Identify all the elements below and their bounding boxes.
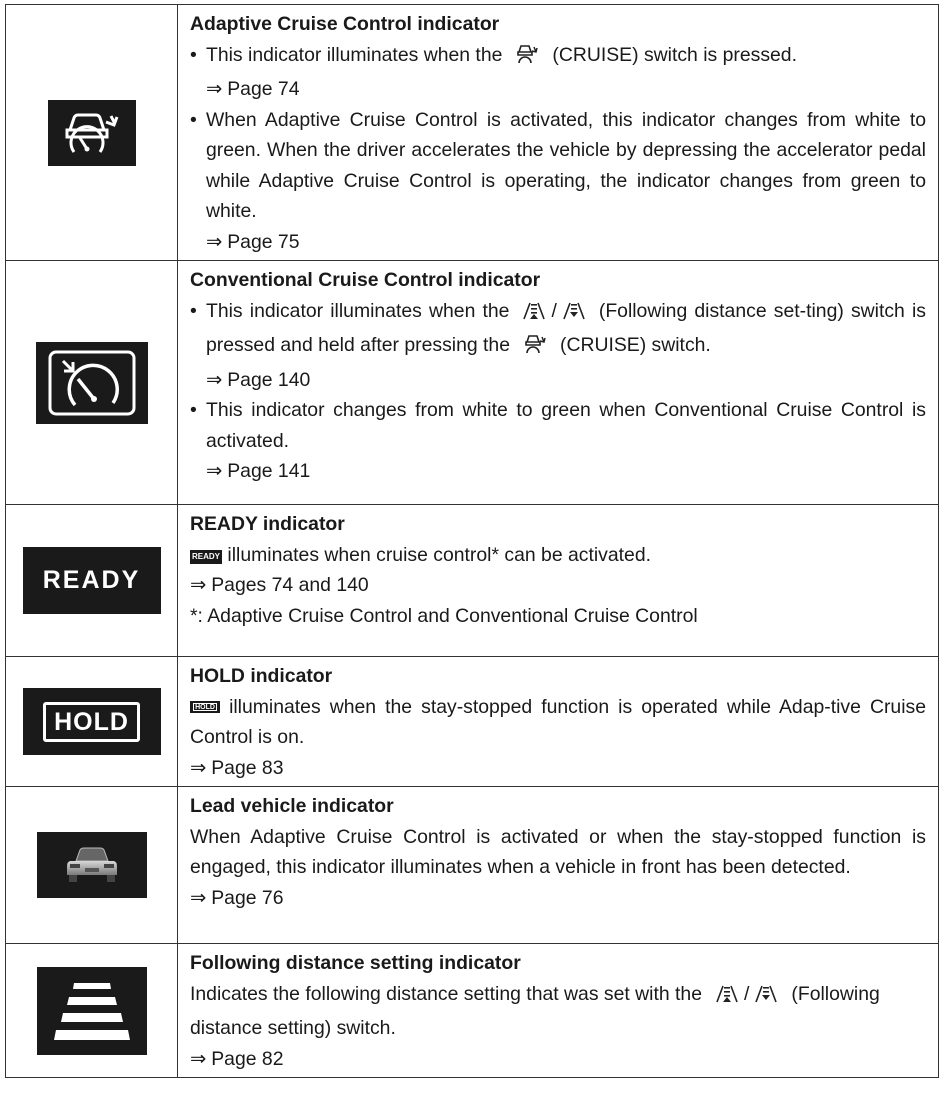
cruise-switch-icon	[516, 43, 538, 75]
arrow-icon: ⇒	[206, 78, 223, 100]
page-ref	[190, 227, 926, 258]
page-number: Page 83	[211, 756, 284, 779]
description-cell	[178, 505, 939, 657]
text: illuminates when cruise control* can be activated.	[227, 543, 651, 566]
hold-text: HOLD	[43, 702, 140, 742]
row-adaptive-cruise	[6, 5, 939, 261]
description-cell	[178, 261, 939, 505]
text: When Adaptive Cruise Control is activated or when the stay-stopped function is engaged, this indicator illuminates when a vehicle in front has been detected.	[190, 825, 926, 878]
page-ref	[190, 753, 926, 784]
hold-inline-icon	[190, 701, 220, 713]
title: HOLD indicator	[190, 665, 333, 687]
row-hold	[6, 657, 939, 787]
lead-vehicle-icon	[37, 832, 147, 898]
text	[190, 979, 926, 1044]
arrow-icon: ⇒	[206, 460, 223, 482]
hold-icon	[23, 688, 161, 755]
description-cell	[178, 944, 939, 1078]
title: Lead vehicle indicator	[190, 795, 394, 817]
icon-cell	[6, 657, 178, 787]
page-number: Page 74	[227, 78, 300, 100]
description-cell	[178, 787, 939, 944]
text	[190, 692, 926, 753]
bullet: • This indicator changes from white to green when Conventional Cruise Control is activated.	[190, 395, 926, 456]
icon-cell	[6, 944, 178, 1078]
row-lead-vehicle	[6, 787, 939, 944]
arrow-icon: ⇒	[190, 1047, 207, 1070]
arrow-icon: ⇒	[190, 574, 207, 596]
arrow-icon: ⇒	[190, 886, 207, 909]
bullet: • When Adaptive Cruise Control is activated, this indicator changes from white to green. When the driver accelerates the vehicle by depressing the accelerator pedal while Adaptive Cruise Control is operating, the indicator changes from green to white.	[190, 105, 926, 227]
footnote: *: Adaptive Cruise Control and Conventional Cruise Control	[190, 604, 698, 627]
page-ref	[190, 883, 926, 914]
icon-cell	[6, 261, 178, 505]
description-cell	[178, 657, 939, 787]
arrow-icon: ⇒	[206, 230, 223, 253]
distance-increase-icon	[523, 300, 545, 331]
page-ref	[190, 74, 926, 105]
bullet	[190, 296, 926, 365]
cruise-switch-icon	[524, 333, 546, 365]
page-ref	[190, 456, 926, 487]
text: (Following distance setting) switch.	[190, 982, 880, 1039]
distance-increase-icon	[716, 983, 738, 1014]
page-number: Page 140	[227, 368, 311, 391]
adaptive-cruise-icon	[48, 100, 136, 166]
row-ready	[6, 505, 939, 657]
separator: /	[744, 982, 750, 1005]
page-number: Page 82	[211, 1047, 284, 1070]
speedometer-icon	[36, 342, 148, 424]
text: (Following distance set-ting) switch is pressed and held after pressing the	[206, 299, 926, 356]
text: This indicator illuminates when the	[206, 43, 503, 66]
separator: /	[551, 299, 557, 322]
arrow-icon: ⇒	[190, 756, 207, 779]
row-conventional-cruise	[6, 261, 939, 505]
ready-icon: READY	[23, 547, 161, 614]
text: (CRUISE) switch.	[559, 334, 711, 356]
page-ref	[190, 1044, 926, 1075]
text: (CRUISE) switch is pressed.	[552, 43, 797, 66]
distance-decrease-icon	[563, 300, 585, 331]
title: Following distance setting indicator	[190, 952, 521, 974]
hold-inline-text: HOLD	[193, 703, 217, 711]
text	[190, 540, 926, 571]
following-distance-icon	[37, 967, 147, 1055]
text: illuminates when the stay-stopped function is operated while Adap-tive Cruise Control is on.	[190, 695, 926, 748]
icon-cell	[6, 787, 178, 944]
page-number: Pages 74 and 140	[211, 574, 369, 596]
page-ref	[190, 570, 926, 601]
text: This indicator illuminates when the	[206, 299, 510, 322]
icon-cell	[6, 505, 178, 657]
row-following-distance	[6, 944, 939, 1078]
page-number: Page 141	[227, 460, 311, 482]
title: Conventional Cruise Control indicator	[190, 269, 541, 291]
indicator-table	[5, 4, 939, 1078]
ready-inline-icon: READY	[190, 550, 222, 564]
bullet	[190, 40, 926, 75]
title: Adaptive Cruise Control indicator	[190, 13, 500, 35]
title: READY indicator	[190, 513, 345, 535]
page-number: Page 76	[211, 886, 284, 909]
description-cell	[178, 5, 939, 261]
arrow-icon: ⇒	[206, 368, 223, 391]
page-ref	[190, 365, 926, 396]
icon-cell	[6, 5, 178, 261]
distance-decrease-icon	[755, 983, 777, 1014]
text: Indicates the following distance setting that was set with the	[190, 982, 702, 1005]
page-number: Page 75	[227, 230, 300, 253]
